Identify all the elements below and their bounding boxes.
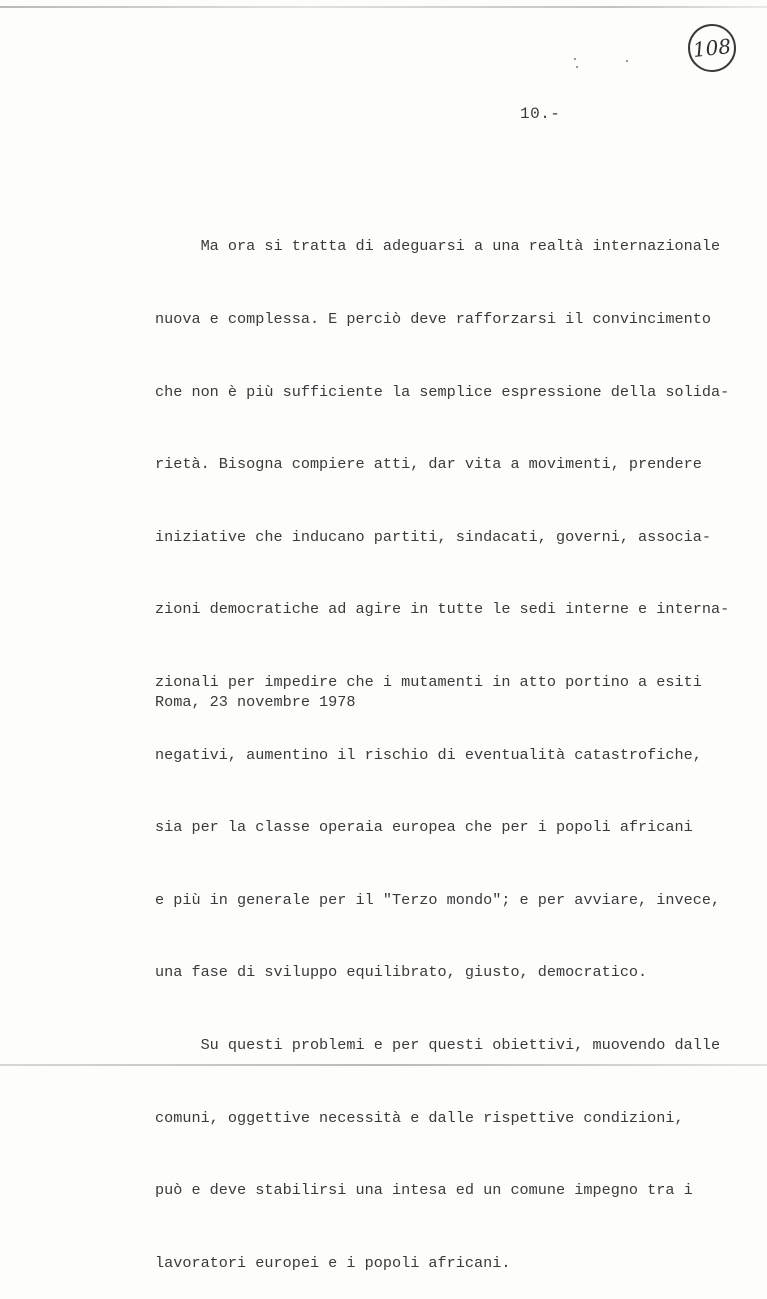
body-line: che non è più sufficiente la semplice espressione della solida- [155,382,730,401]
body-line: una fase di sviluppo equilibrato, giusto, democratico. [155,963,648,982]
folio-stamp [686,22,739,75]
body-line: lavoratori europei e i popoli africani. [155,1253,511,1272]
place-date: Roma, 23 novembre 1978 [155,693,356,711]
body-line: nuova e complessa. E perciò deve rafforzarsi il convincimento [155,310,711,328]
page-bottom-edge [0,1064,767,1066]
folio-number: 108 [691,34,733,62]
body-line: negativi, aumentino il rischio di eventualità catastrofiche, [155,745,702,764]
body-line: e più in generale per il "Terzo mondo"; e per avviare, invece, [155,890,721,909]
page-number: 10.- [520,105,561,123]
body-text [155,186,760,1299]
page-top-edge [0,6,767,8]
body-line: Ma ora si tratta di adeguarsi a una realtà internazionale [155,237,721,256]
scan-speck [626,60,628,62]
body-line: Su questi problemi e per questi obiettivi, muovendo dalle [155,1035,721,1054]
scan-speck [574,58,576,60]
body-line: può e deve stabilirsi una intesa ed un comune impegno tra i [155,1181,693,1200]
body-line: iniziative che inducano partiti, sindacati, governi, associa- [155,527,711,546]
body-line: zioni democratiche ad agire in tutte le sedi interne e interna- [155,600,730,619]
scan-speck [576,66,578,68]
body-line: rietà. Bisogna compiere atti, dar vita a movimenti, prendere [155,455,702,474]
body-line: zionali per impedire che i mutamenti in atto portino a esiti [155,672,702,691]
body-line: sia per la classe operaia europea che per i popoli africani [155,818,693,837]
body-line: comuni, oggettive necessità e dalle rispettive condizioni, [155,1108,684,1127]
